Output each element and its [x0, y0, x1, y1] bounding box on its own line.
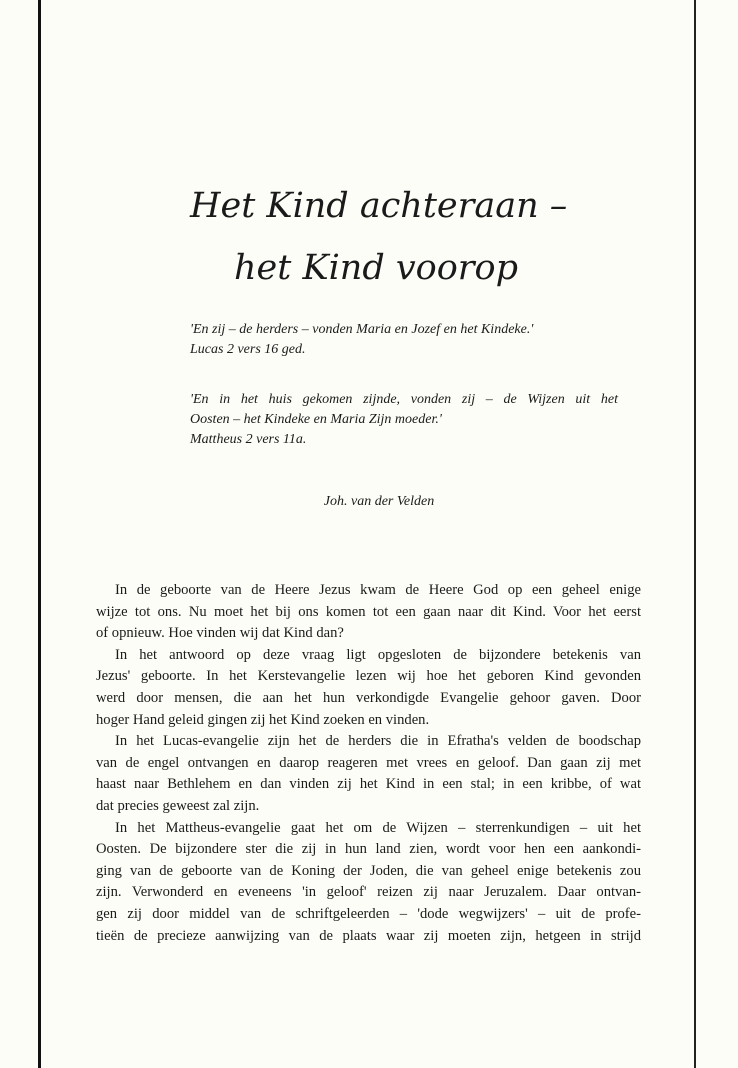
text-line: Oosten. De bijzondere ster die zij in hun land zien, wordt voor hen een aankondi-	[96, 841, 641, 858]
epigraph-quote-1	[190, 320, 618, 360]
author-byline: Joh. van der Velden	[323, 494, 435, 509]
text-line: of opnieuw. Hoe vinden wij dat Kind dan?	[96, 625, 344, 642]
paragraph	[96, 580, 641, 645]
text-line: ging van de geboorte van de Koning der Joden, die van geheel enige betekenis zou	[96, 862, 641, 879]
text-line: In de geboorte van de Heere Jezus kwam de Heere God op een geheel enige	[115, 582, 641, 598]
paragraph	[96, 731, 641, 817]
title-line-1: Het Kind achteraan –	[190, 186, 568, 226]
quote-reference: Mattheus 2 vers 11a.	[190, 432, 307, 447]
page-right-edge	[694, 0, 696, 1068]
paragraph	[96, 818, 641, 948]
text-line: zijn. Verwonderd en eveneens 'in geloof' reizen zij naar Jeruzalem. Daar ontvan-	[96, 884, 641, 901]
title-line-2: het Kind voorop	[234, 248, 518, 288]
paragraph	[96, 645, 641, 731]
text-line: van de engel ontvangen en daarop reageren met vrees en geloof. Dan gaan zij met	[96, 754, 641, 771]
text-line: hoger Hand geleid gingen zij het Kind zoeken en vinden.	[96, 711, 430, 728]
text-line: haast naar Bethlehem en dan vinden zij het Kind in een stal; in een kribbe, of wat	[96, 776, 641, 793]
page-left-edge	[38, 0, 41, 1068]
text-line: werd door mensen, die aan het hun verkondigde Evangelie gehoor gaven. Door	[96, 689, 641, 706]
article-body	[96, 580, 641, 947]
text-line: gen zij door middel van de schriftgeleerden – 'dode wegwijzers' – uit de profe-	[96, 905, 641, 922]
text-line: In het Mattheus-evangelie gaat het om de Wijzen – sterrenkundigen – uit het	[115, 819, 641, 836]
quote-text: 'En in het huis gekomen zijnde, vonden zij – de Wijzen uit het	[190, 392, 618, 407]
text-line: tieën de precieze aanwijzing van de plaats waar zij moeten zijn, hetgeen in strijd	[96, 927, 641, 944]
quote-text: Oosten – het Kindeke en Maria Zijn moeder.'	[190, 412, 442, 427]
text-line: Jezus' geboorte. In het Kerstevangelie lezen wij hoe het geboren Kind gevonden	[96, 668, 641, 685]
text-line: dat precies geweest zal zijn.	[96, 797, 260, 814]
quote-reference: Lucas 2 vers 16 ged.	[190, 342, 306, 357]
quote-text: 'En zij – de herders – vonden Maria en Jozef en het Kindeke.'	[190, 322, 534, 337]
epigraph-quote-2	[190, 390, 618, 450]
text-line: wijze tot ons. Nu moet het bij ons komen tot een gaan naar dit Kind. Voor het eerst	[96, 603, 641, 620]
text-line: In het antwoord op deze vraag ligt opgesloten de bijzondere betekenis van	[115, 646, 641, 663]
text-line: In het Lucas-evangelie zijn het de herders die in Efratha's velden de boodschap	[115, 733, 641, 750]
